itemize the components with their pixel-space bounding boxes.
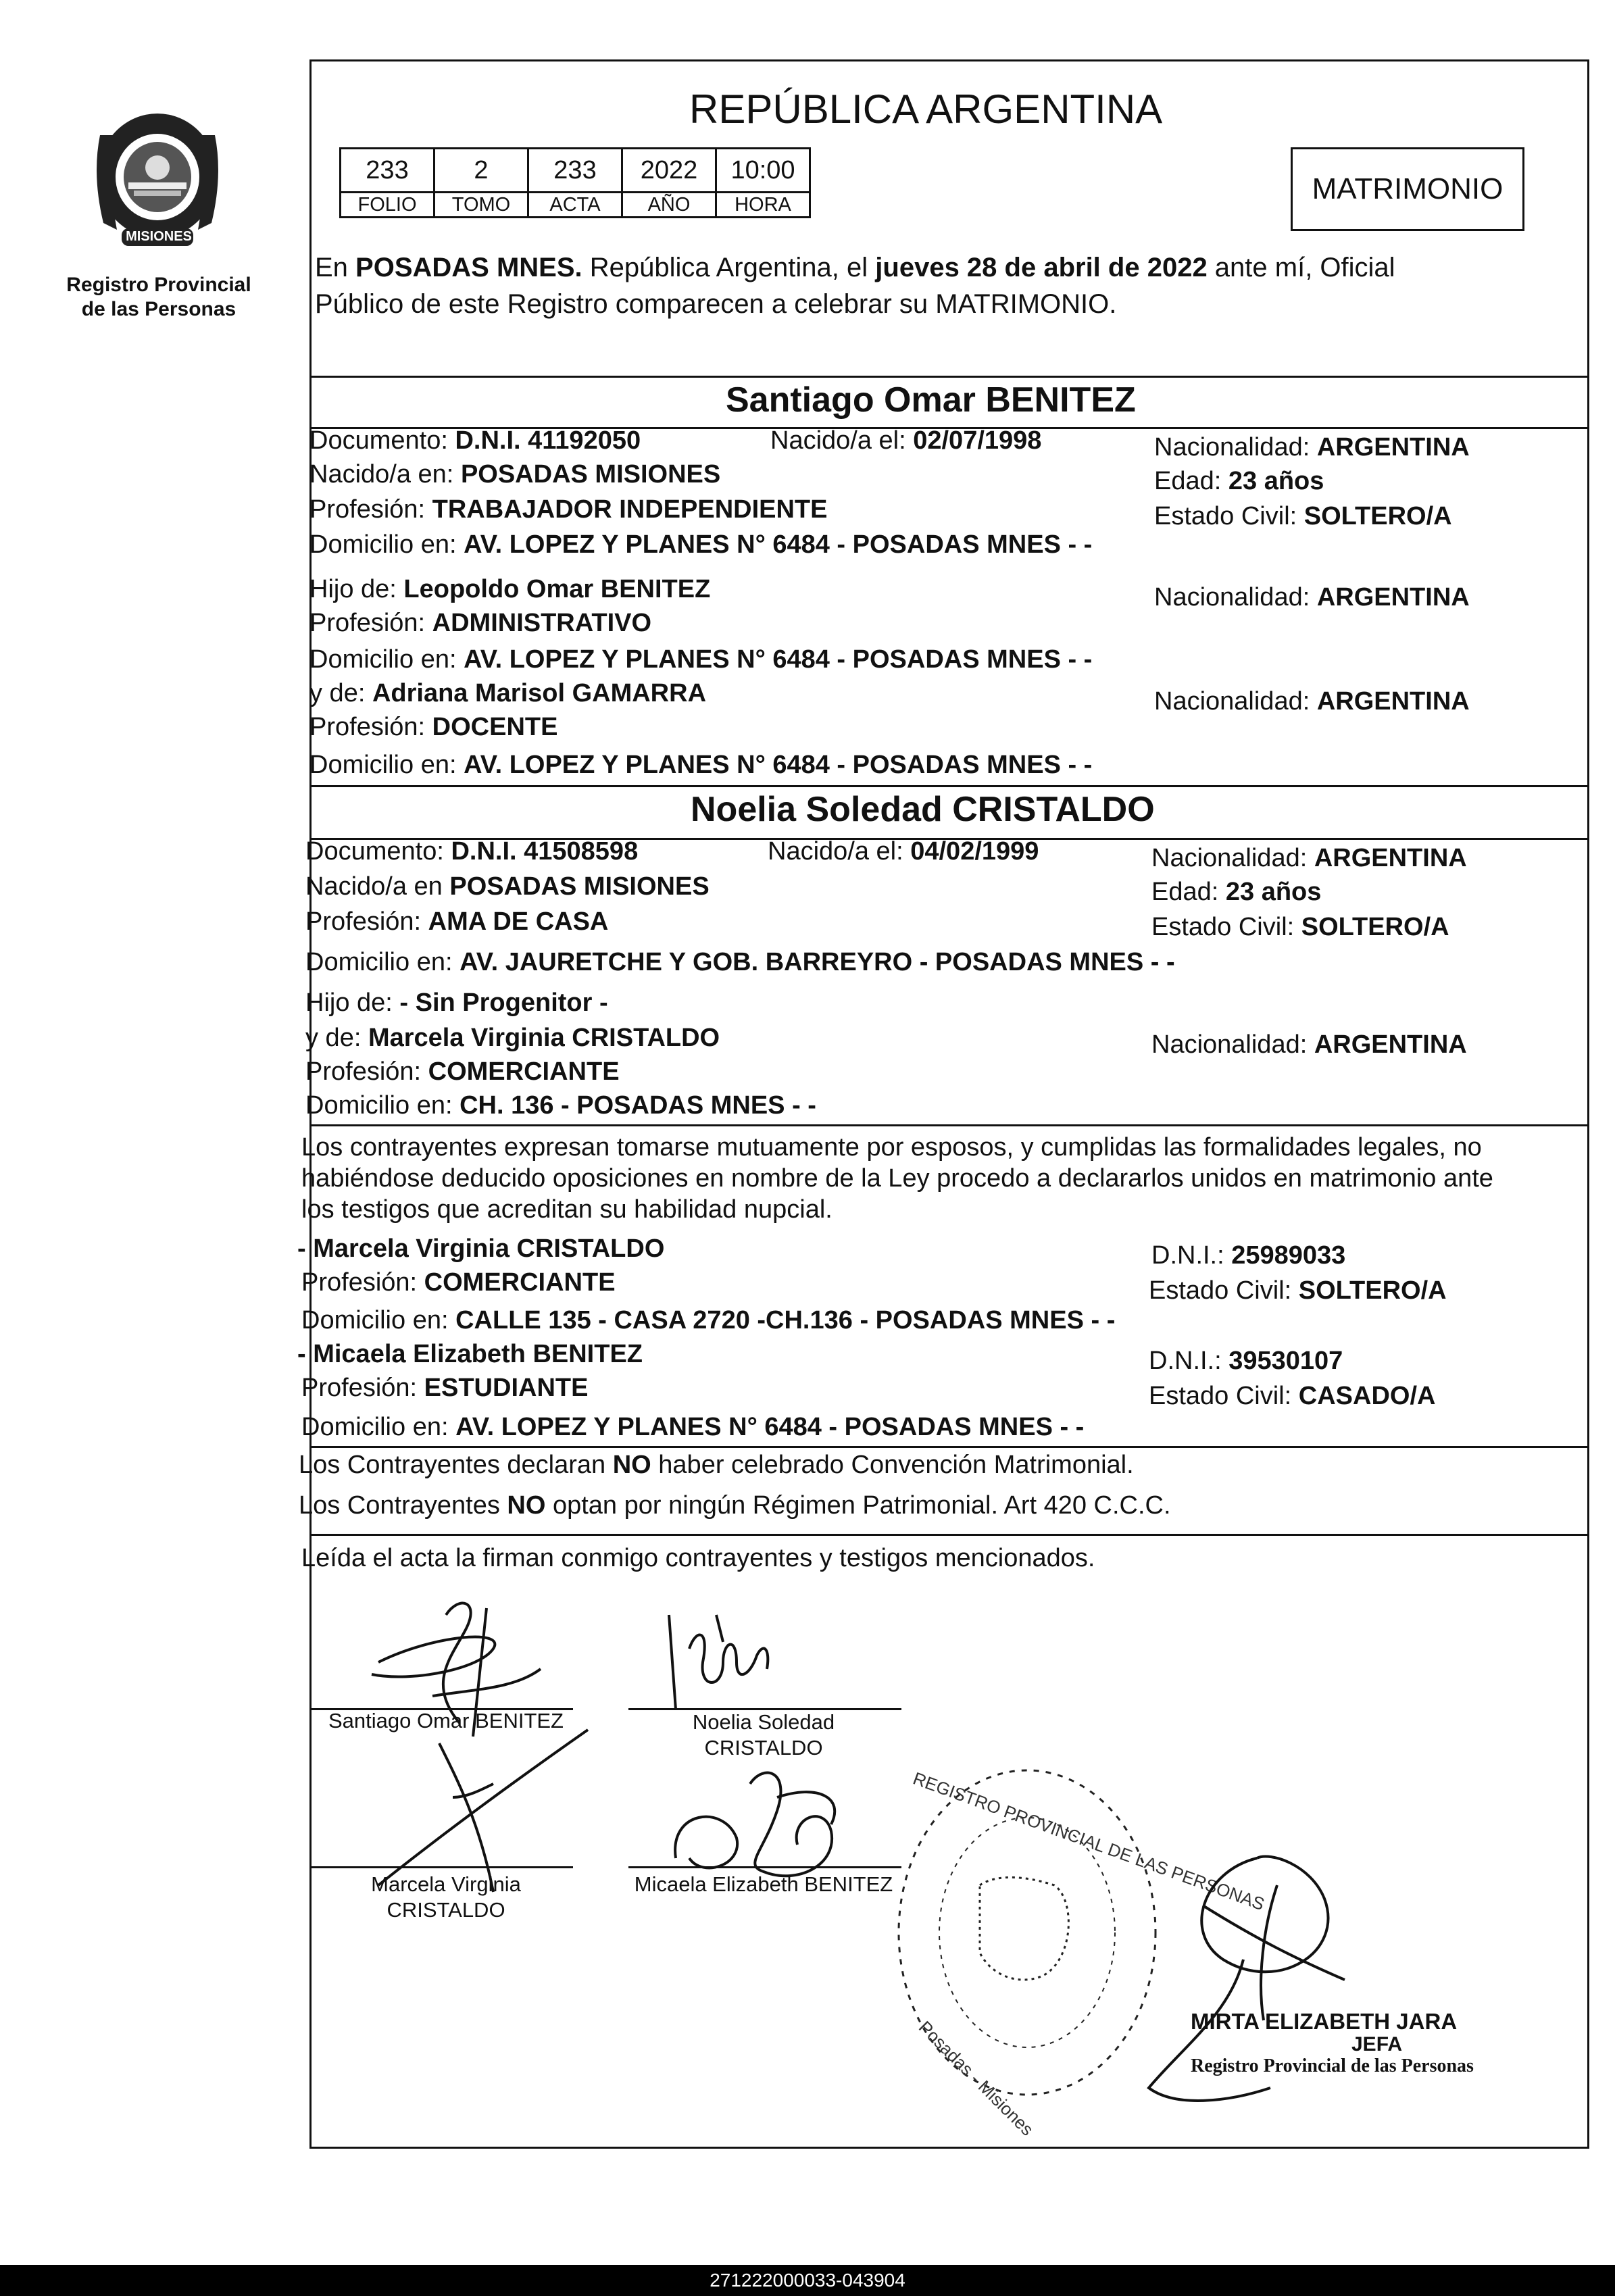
spouse1-father-nationality: Nacionalidad: ARGENTINA <box>1154 583 1470 612</box>
signature-label-marcela-1: Marcela Virginia <box>371 1872 521 1896</box>
witness1-address: Domicilio en: CALLE 135 - CASA 2720 -CH.136 - POSADAS MNES - - <box>301 1306 1116 1334</box>
spouse1-father-address: Domicilio en: AV. LOPEZ Y PLANES N° 6484 - POSADAS MNES - - <box>309 645 1093 674</box>
witness2-name: - Micaela Elizabeth BENITEZ <box>297 1340 643 1368</box>
spouse1-mother: y de: Adriana Marisol GAMARRA <box>309 679 707 707</box>
tomo-label: TOMO <box>434 193 528 218</box>
spouse1-profession: Profesión: TRABAJADOR INDEPENDIENTE <box>309 495 828 524</box>
spouse2-civil-status: Estado Civil: SOLTERO/A <box>1151 913 1449 941</box>
declaration-line-3: los testigos que acreditan su habilidad nupcial. <box>301 1195 833 1224</box>
spouse2-address: Domicilio en: AV. JAURETCHE Y GOB. BARREYRO - POSADAS MNES - - <box>305 948 1175 976</box>
intro-line-1: En POSADAS MNES. República Argentina, el jueves 28 de abril de 2022 ante mí, Oficial <box>315 253 1395 282</box>
spouse1-civil-status: Estado Civil: SOLTERO/A <box>1154 502 1452 530</box>
hora-value: 10:00 <box>716 149 810 193</box>
signature-label-marcela-2: CRISTALDO <box>387 1898 505 1922</box>
spouse1-mother-profession: Profesión: DOCENTE <box>309 713 558 741</box>
convention-line-1: Los Contrayentes declaran NO haber celebrado Convención Matrimonial. <box>299 1451 1134 1479</box>
spouse2-father: Hijo de: - Sin Progenitor - <box>305 989 608 1017</box>
folio-value: 233 <box>341 149 434 193</box>
convention-line-2: Los Contrayentes NO optan por ningún Régimen Patrimonial. Art 420 C.C.C. <box>299 1491 1171 1520</box>
spouse1-mother-address: Domicilio en: AV. LOPEZ Y PLANES N° 6484 - POSADAS MNES - - <box>309 751 1093 779</box>
witness2-civil-status: Estado Civil: CASADO/A <box>1149 1382 1436 1410</box>
signature-label-noelia-2: CRISTALDO <box>704 1736 823 1760</box>
spouse1-nationality: Nacionalidad: ARGENTINA <box>1154 433 1470 461</box>
spouse2-birth-date: Nacido/a el: 04/02/1999 <box>768 837 1039 866</box>
signature-label-santiago: Santiago Omar BENITEZ <box>328 1709 564 1732</box>
signature-noelia-icon <box>649 1601 851 1737</box>
spouse1-name: Santiago Omar BENITEZ <box>726 380 1136 420</box>
stamp-place: Posadas - Misiones <box>914 2016 1038 2140</box>
spouse1-birthplace: Nacido/a en: POSADAS MISIONES <box>309 460 721 489</box>
spouse1-father: Hijo de: Leopoldo Omar BENITEZ <box>309 575 711 603</box>
page-title: REPÚBLICA ARGENTINA <box>689 86 1163 132</box>
witness2-dni: D.N.I.: 39530107 <box>1149 1347 1343 1375</box>
signature-marcela-icon <box>365 1716 608 1905</box>
spouse2-mother-address: Domicilio en: CH. 136 - POSADAS MNES - - <box>305 1091 816 1120</box>
spouse2-nationality: Nacionalidad: ARGENTINA <box>1151 844 1467 872</box>
footer-code: 271222000033-043904 <box>0 2265 1615 2296</box>
signature-micaela-icon <box>662 1757 892 1892</box>
spouse2-mother-nationality: Nacionalidad: ARGENTINA <box>1151 1030 1467 1059</box>
anio-label: AÑO <box>622 193 716 218</box>
intro-line-2: Público de este Registro comparecen a celebrar su MATRIMONIO. <box>315 289 1117 319</box>
spouse2-mother: y de: Marcela Virginia CRISTALDO <box>305 1024 720 1052</box>
spouse2-birthplace: Nacido/a en POSADAS MISIONES <box>305 872 710 901</box>
spouse2-mother-profession: Profesión: COMERCIANTE <box>305 1057 620 1086</box>
emblem-bottom-text: MISIONES <box>126 229 192 244</box>
hora-label: HORA <box>716 193 810 218</box>
record-type-box: MATRIMONIO <box>1291 147 1524 231</box>
official-name: MIRTA ELIZABETH JARA <box>1191 2009 1458 2034</box>
spouse2-name: Noelia Soledad CRISTALDO <box>691 790 1155 829</box>
witness1-dni: D.N.I.: 25989033 <box>1151 1241 1346 1270</box>
declaration-line-2: habiéndose deducido oposiciones en nombre de la Ley procedo a declararlos unidos en matrimonio ante <box>301 1164 1493 1193</box>
acta-label: ACTA <box>528 193 622 218</box>
reading-line: Leída el acta la firman conmigo contrayentes y testigos mencionados. <box>301 1544 1095 1572</box>
witness2-profession: Profesión: ESTUDIANTE <box>301 1374 589 1402</box>
official-role: JEFA <box>1351 2033 1403 2055</box>
spouse1-mother-nationality: Nacionalidad: ARGENTINA <box>1154 687 1470 716</box>
official-office: Registro Provincial de las Personas <box>1191 2055 1474 2076</box>
spouse1-address: Domicilio en: AV. LOPEZ Y PLANES N° 6484 - POSADAS MNES - - <box>309 530 1093 559</box>
spouse1-father-profession: Profesión: ADMINISTRATIVO <box>309 609 652 637</box>
record-table <box>339 147 811 218</box>
witness1-civil-status: Estado Civil: SOLTERO/A <box>1149 1276 1447 1305</box>
witness1-name: - Marcela Virginia CRISTALDO <box>297 1234 665 1263</box>
registry-name: Registro Provincial de las Personas <box>66 274 251 320</box>
spouse2-document: Documento: D.N.I. 41508598 <box>305 837 639 866</box>
declaration-line-1: Los contrayentes expresan tomarse mutuamente por esposos, y cumplidas las formalidades legales, no <box>301 1133 1482 1162</box>
tomo-value: 2 <box>434 149 528 193</box>
signature-label-noelia-1: Noelia Soledad <box>692 1710 835 1734</box>
witness1-profession: Profesión: COMERCIANTE <box>301 1268 616 1297</box>
spouse2-age: Edad: 23 años <box>1151 878 1322 906</box>
spouse1-document: Documento: D.N.I. 41192050 <box>309 426 641 455</box>
signature-label-micaela: Micaela Elizabeth BENITEZ <box>634 1872 893 1896</box>
witness2-address: Domicilio en: AV. LOPEZ Y PLANES N° 6484 - POSADAS MNES - - <box>301 1413 1085 1441</box>
emblem-top-text: PROVINCIA DE <box>120 101 198 113</box>
spouse1-age: Edad: 23 años <box>1154 467 1324 495</box>
acta-value: 233 <box>528 149 622 193</box>
anio-value: 2022 <box>622 149 716 193</box>
folio-label: FOLIO <box>341 193 434 218</box>
spouse2-profession: Profesión: AMA DE CASA <box>305 907 609 936</box>
spouse1-birth-date: Nacido/a el: 02/07/1998 <box>770 426 1042 455</box>
stamp-text: REGISTRO PROVINCIAL DE LAS PERSONAS <box>910 1768 1268 1915</box>
